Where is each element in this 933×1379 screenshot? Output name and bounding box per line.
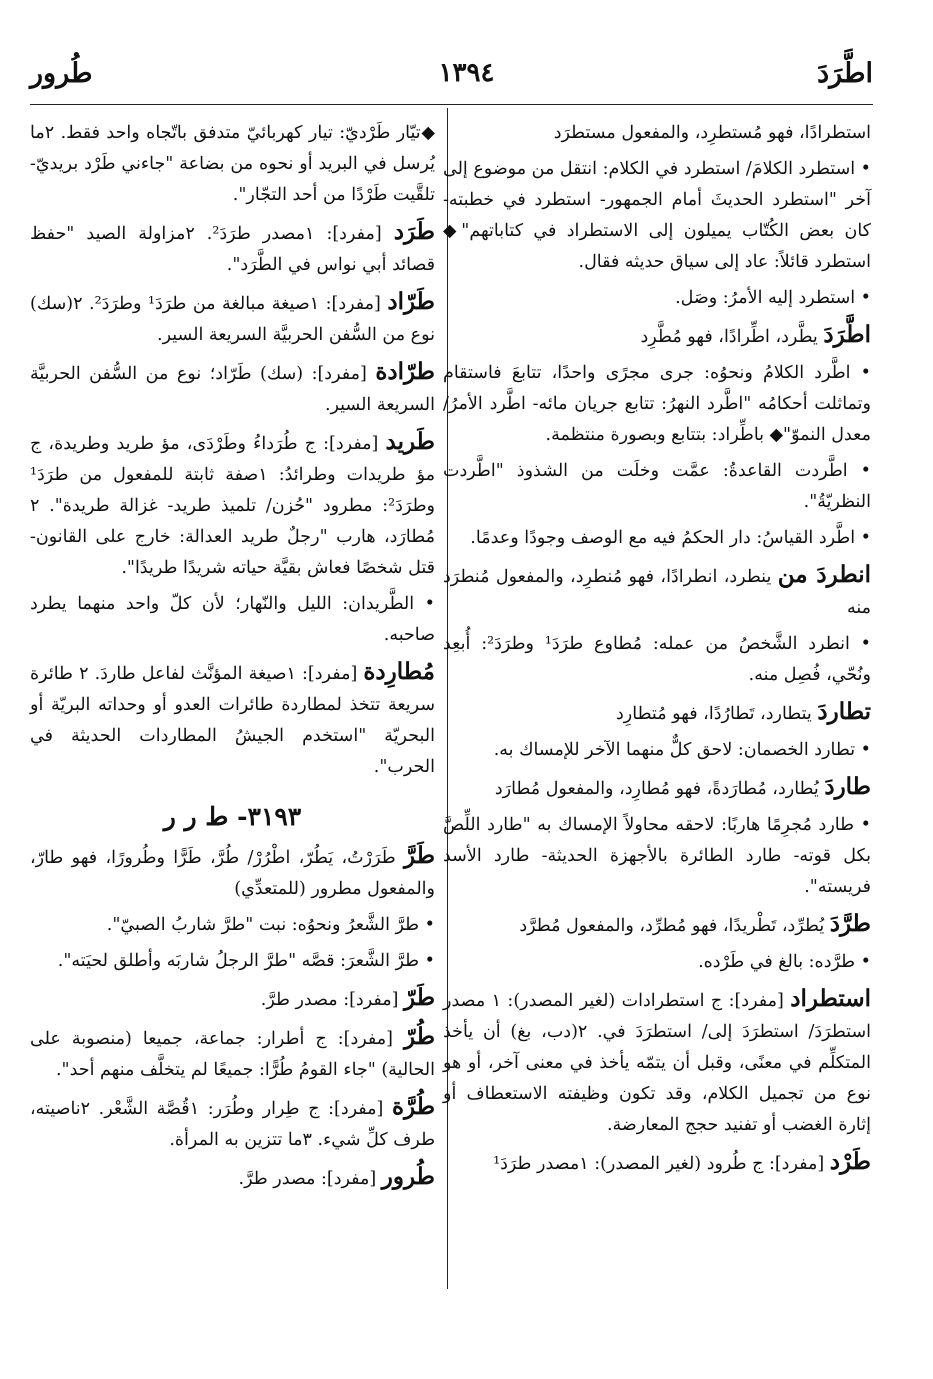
left-column (30, 118, 435, 1200)
entry-headword: طاردَ (824, 773, 871, 800)
entry-definition: يتطارد، تَطارُدًا، فهو مُتطارِد (616, 704, 818, 724)
entry-definition: [مفرد]: ج طِرار وطُرَر: ١قُصَّة الشَّعْر. ٢ناصيته، طرف كلِّ شيء. ٣ما تتزين به المرأة. (30, 1099, 435, 1150)
dictionary-entry (30, 1091, 435, 1156)
dictionary-entry (443, 771, 871, 805)
dictionary-entry (443, 523, 871, 554)
dictionary-entry (443, 456, 871, 518)
entry-definition: • طرَّ الشَّعرُ ونحوُه: نبت "طرَّ شاربُ الصبيّ". (106, 915, 435, 935)
entry-headword: طرّادة (375, 358, 435, 385)
entry-definition: استطرادًا، فهو مُستطرِد، والمفعول مستطرَد (553, 123, 871, 143)
entry-headword: طرَّدَ (829, 910, 871, 937)
entry-definition: • طرَّده: بالغ في طَرْده. (698, 952, 871, 972)
entry-definition: • استطرد الكلامَ/ استطرد في الكلام: انتقل من موضوع إلى آخر "استطرد الحديثَ أمام الجمهور- استطرد في خطبته- كان بعض الكُتّاب يميلون إلى الاستطراد في كتاباتهم"◆ استطرد قائلاً: عاد إلى سياق حديثه فقال. (443, 159, 871, 272)
dictionary-entry (30, 910, 435, 941)
entry-definition: [مفرد]: مصدر طرَّ. (260, 990, 404, 1010)
root-heading: ٣١٩٣- ط ر ر (163, 802, 302, 831)
dictionary-entry (30, 356, 435, 421)
entry-headword: طَرْد (829, 1148, 871, 1175)
dictionary-entry (443, 283, 871, 314)
entry-definition: يُطرِّد، تَطْريدًا، فهو مُطرِّد، والمفعول مُطرَّد (519, 916, 830, 936)
page-number: ١٣٩٤ (438, 58, 495, 88)
dictionary-entry (443, 696, 871, 730)
entry-headword: اطَّرَدَ (823, 321, 871, 348)
entry-definition: [مفرد]: ١صيغة المؤنَّث لفاعل طاردَ. ٢ طائرة سريعة تتخذ لمطاردة طائرات العدو أو وحداته البريّة أو البحريّة "استخدم الجيشُ المطاردات الحديثة في الحرب". (30, 664, 435, 777)
header-rule (30, 104, 873, 105)
entry-definition: • انطرد الشَّخصُ من عمله: مُطاوع طرَدَ¹ وطرَدَ²: أُبعِد ونُحّي، فُصِل منه. (443, 634, 871, 685)
entry-definition: ◆تيّار طَرْديّ: تيار كهربائيّ متدفق باتّجاه واحد فقط. ٢ما يُرسل في البريد أو نحوه من بضاعة "جاءني طَرْد بريديّ- تلقَّيت طَرْدًا من أحد التجّار". (30, 123, 435, 205)
dictionary-entry (443, 1146, 871, 1180)
dictionary-entry (30, 946, 435, 977)
dictionary-entry (30, 1021, 435, 1086)
entry-headword: استطراد (790, 985, 872, 1012)
entry-headword: طَرّاد (387, 288, 435, 315)
entry-definition: • اطَّرد الكلامُ ونحوُه: جرى مجرًى واحدًا، تتابعَ فاستقام وتماثلت أحكامُه "اطَّرد النهرُ: تتابع جريان مائه- اطَّرد الأمرُ/ معدل النموّ"◆ باطِّراد: بتتابع وبصورة منتظمة. (443, 363, 871, 445)
entry-headword: طَرَّ (404, 842, 435, 869)
entry-definition: [مفرد]: (سك) طَرّاد؛ نوع من السُّفن الحربيَّة السريعة السير. (30, 364, 435, 415)
dictionary-entry (443, 735, 871, 766)
entry-headword: طُرّ (404, 1023, 435, 1050)
header-left-word: طُرور (30, 58, 93, 89)
entry-definition: • الطَّريدان: الليل والنّهار؛ لأن كلّ واحد منهما يطرد صاحبه. (30, 594, 435, 645)
entry-definition: • طارد مُجرِمًا هاربًا: لاحقه محاولاً الإمساك به "طارد اللِّصَّ بكل قوته- طارد الطائرة بالأجهزة الحديثة- طارد الأسد فريسته". (443, 815, 871, 897)
entry-definition: ينطرد، انطرادًا، فهو مُنطرِد، والمفعول مُنطرَد منه (443, 567, 871, 618)
entry-definition: • استطرد إليه الأمرُ: وصَل. (675, 288, 871, 308)
dictionary-entry (30, 216, 435, 281)
entry-headword: تطاردَ (817, 698, 871, 725)
dictionary-entry (30, 286, 435, 351)
dictionary-entry (443, 319, 871, 353)
entry-headword: طُرَّة (391, 1093, 436, 1120)
entry-headword: مُطارِدة (363, 658, 435, 685)
dictionary-entry (30, 982, 435, 1016)
entry-definition: • طرَّ الشَّعرَ: قصَّه "طرَّ الرجلُ شاربَه وأطلق لحيَته". (57, 951, 435, 971)
page-header (30, 52, 903, 100)
entry-definition: • اطَّرد القياسُ: دار الحكمُ فيه مع الوصف وجودًا وعدمًا. (470, 528, 871, 548)
entry-definition: [مفرد]: ج استطرادات (لغير المصدر): ١ مصدر استطرَدَ/ استطرَدَ إلى/ استطرَدَ في. ٢(دب، بغ) أن يأخذ المتكلِّم في معنًى، وقبل أن يتمّه يأخذ في معنى آخر، أو هو نوع من تجميل الكلام، وقد تكون وظيفته الاستعطاف أو إثارة الغضب أو تفنيد حجج المعارضة. (443, 991, 871, 1135)
entry-headword: طَرَد (393, 218, 435, 245)
dictionary-entry (443, 983, 871, 1141)
entry-definition: • تطارد الخصمان: لاحق كلٌّ منهما الآخر للإمساك به. (493, 740, 871, 760)
entry-definition: يُطارد، مُطارَدةً، فهو مُطارِد، والمفعول مُطارَد (494, 779, 825, 799)
dictionary-entry (30, 840, 435, 905)
dictionary-entry (30, 1161, 435, 1195)
entry-definition: [مفرد]: ١مصدر طرَدَ². ٢مزاولة الصيد "حفظ قصائد أبي نواس في الطَّرَد". (30, 224, 435, 275)
entry-headword: طَرّ (404, 984, 435, 1011)
entry-definition: [مفرد]: ج طُرود (لغير المصدر): ١مصدر طرَدَ¹ (493, 1154, 830, 1174)
dictionary-entry (443, 559, 871, 624)
entry-definition: [مفرد]: ١صيغة مبالغة من طرَدَ¹ وطرَدَ². ٢(سك) نوع من السُّفن الحربيَّة السريعة السير. (30, 294, 435, 345)
right-column (443, 118, 871, 1185)
dictionary-entry (443, 810, 871, 903)
entry-headword: انطردَ من (777, 561, 871, 588)
dictionary-entry (443, 629, 871, 691)
entry-headword: طَريد (385, 428, 435, 455)
dictionary-entry (30, 118, 435, 211)
header-right-word: اطَّرَدَ (817, 58, 873, 89)
entry-definition: [مفرد]: ج أطرار: جماعة، جميعا (منصوبة على الحالية) "جاء القومُ طُرًّا: جميعًا لم يتخلَّف منهم أحد". (30, 1029, 435, 1080)
dictionary-entry (443, 118, 871, 149)
entry-definition: [مفرد]: ج طُرَداءُ وطَرْدَى، مؤ طريد وطريدة، ج مؤ طريدات وطرائدُ: ١صفة ثابتة للمفعول من طرَدَ¹ وطرَدَ²: مطرود "حُزن/ تلميذ طريد- غزالة طريدة". ٢ مُطارَد، هارب "رجلٌ طريد العدالة: خارج على القانون- قتل شخصًا فعاش بقيَّة حياته شريدًا طريدًا". (30, 434, 435, 578)
dictionary-entry (30, 426, 435, 584)
dictionary-entry (443, 358, 871, 451)
entry-definition: [مفرد]: مصدر طرَّ. (238, 1169, 382, 1189)
dictionary-entry (30, 589, 435, 651)
dictionary-entry (443, 154, 871, 278)
entry-definition: • اطَّردت القاعدةُ: عمَّت وخلَت من الشذوذ "اطَّردت النظريّةُ". (443, 461, 871, 512)
dictionary-entry (30, 656, 435, 783)
entry-definition: طَرَرْتُ، يَطُرّ، اطْرُرْ/ طُرَّ، طَرًّا وطُرورًا، فهو طارّ، والمفعول مطرور (للمتعدِّي) (30, 848, 435, 899)
entry-definition: يطَّرد، اطِّرادًا، فهو مُطَّرِد (640, 327, 824, 347)
dictionary-entry (443, 908, 871, 942)
entry-headword: طُرور (381, 1163, 435, 1190)
dictionary-entry (443, 947, 871, 978)
